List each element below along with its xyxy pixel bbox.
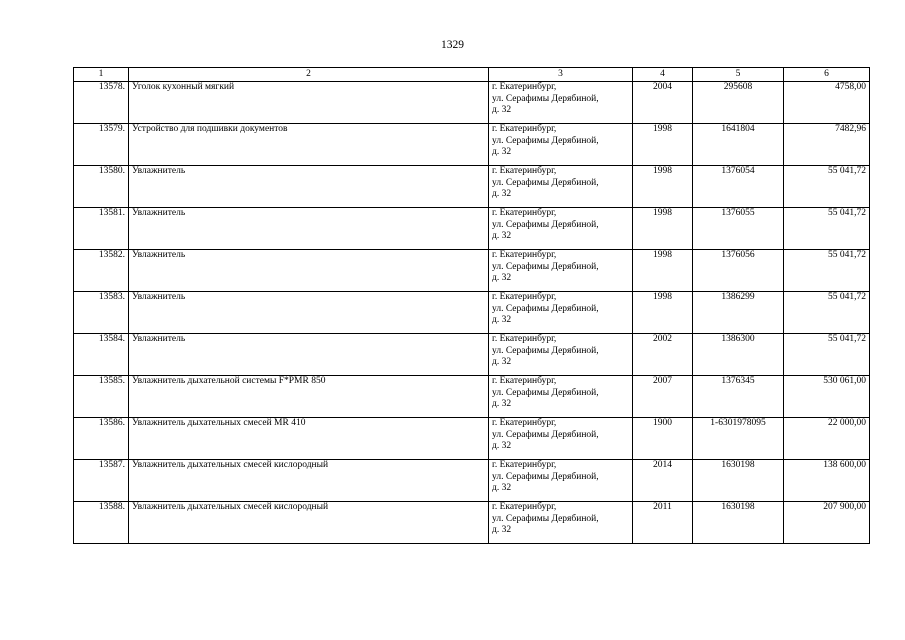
address-cell	[489, 292, 633, 334]
row-number-cell: 13588.	[74, 502, 129, 544]
inventory-number-cell: 1376054	[693, 166, 784, 208]
year-cell: 1998	[633, 292, 693, 334]
table-row	[74, 208, 870, 250]
table-row	[74, 124, 870, 166]
column-header: 3	[489, 68, 633, 82]
item-name-cell: Увлажнитель	[129, 334, 489, 376]
address-line: ул. Серафимы Дерябиной,	[492, 513, 599, 524]
year-cell: 2011	[633, 502, 693, 544]
address-line: ул. Серафимы Дерябиной,	[492, 345, 599, 356]
address-line: ул. Серафимы Дерябиной,	[492, 471, 599, 482]
address-line: ул. Серафимы Дерябиной,	[492, 303, 599, 314]
item-name-cell: Увлажнитель дыхательных смесей кислородный	[129, 502, 489, 544]
cost-cell: 55 041,72	[784, 166, 870, 208]
table-row	[74, 460, 870, 502]
row-number-cell: 13585.	[74, 376, 129, 418]
inventory-number-cell: 1641804	[693, 124, 784, 166]
column-header: 4	[633, 68, 693, 82]
address-cell	[489, 460, 633, 502]
row-number-cell: 13587.	[74, 460, 129, 502]
cost-cell: 55 041,72	[784, 334, 870, 376]
address-line: г. Екатеринбург,	[492, 292, 557, 302]
cost-cell: 55 041,72	[784, 292, 870, 334]
inventory-number-cell: 1376056	[693, 250, 784, 292]
cost-cell: 530 061,00	[784, 376, 870, 418]
address-cell	[489, 124, 633, 166]
row-number-cell: 13580.	[74, 166, 129, 208]
cost-cell: 4758,00	[784, 82, 870, 124]
address-line: ул. Серафимы Дерябиной,	[492, 135, 599, 146]
cost-cell: 55 041,72	[784, 208, 870, 250]
address-line: д. 32	[492, 189, 512, 199]
table-row	[74, 250, 870, 292]
item-name-cell: Увлажнитель	[129, 166, 489, 208]
address-line: г. Екатеринбург,	[492, 502, 557, 512]
address-line: г. Екатеринбург,	[492, 376, 557, 386]
item-name-cell: Увлажнитель	[129, 250, 489, 292]
cost-cell: 207 900,00	[784, 502, 870, 544]
inventory-number-cell: 295608	[693, 82, 784, 124]
year-cell: 1998	[633, 124, 693, 166]
cost-cell: 7482,96	[784, 124, 870, 166]
address-line: д. 32	[492, 105, 512, 115]
address-cell	[489, 376, 633, 418]
year-cell: 2004	[633, 82, 693, 124]
year-cell: 1998	[633, 208, 693, 250]
table-row	[74, 166, 870, 208]
year-cell: 2014	[633, 460, 693, 502]
address-line: ул. Серафимы Дерябиной,	[492, 93, 599, 104]
inventory-number-cell: 1630198	[693, 502, 784, 544]
address-line: д. 32	[492, 441, 512, 451]
table-row	[74, 292, 870, 334]
item-name-cell: Уголок кухонный мягкий	[129, 82, 489, 124]
table-row	[74, 82, 870, 124]
address-line: ул. Серафимы Дерябиной,	[492, 429, 599, 440]
item-name-cell: Устройство для подшивки документов	[129, 124, 489, 166]
cost-cell: 138 600,00	[784, 460, 870, 502]
address-line: д. 32	[492, 399, 512, 409]
address-cell	[489, 166, 633, 208]
table-row	[74, 418, 870, 460]
address-line: д. 32	[492, 357, 512, 367]
inventory-number-cell: 1376345	[693, 376, 784, 418]
address-cell	[489, 250, 633, 292]
address-line: ул. Серафимы Дерябиной,	[492, 261, 599, 272]
inventory-number-cell: 1-6301978095	[693, 418, 784, 460]
column-header: 1	[74, 68, 129, 82]
address-line: г. Екатеринбург,	[492, 124, 557, 134]
cost-cell: 55 041,72	[784, 250, 870, 292]
column-header: 5	[693, 68, 784, 82]
address-line: г. Екатеринбург,	[492, 334, 557, 344]
row-number-cell: 13584.	[74, 334, 129, 376]
year-cell: 1900	[633, 418, 693, 460]
address-line: д. 32	[492, 231, 512, 241]
year-cell: 1998	[633, 166, 693, 208]
address-cell	[489, 418, 633, 460]
address-line: ул. Серафимы Дерябиной,	[492, 219, 599, 230]
row-number-cell: 13582.	[74, 250, 129, 292]
address-line: г. Екатеринбург,	[492, 418, 557, 428]
year-cell: 1998	[633, 250, 693, 292]
year-cell: 2007	[633, 376, 693, 418]
table-header-row	[74, 68, 870, 82]
inventory-number-cell: 1630198	[693, 460, 784, 502]
address-cell	[489, 82, 633, 124]
inventory-number-cell: 1386300	[693, 334, 784, 376]
address-cell	[489, 334, 633, 376]
item-name-cell: Увлажнитель дыхательных смесей кислородный	[129, 460, 489, 502]
inventory-number-cell: 1386299	[693, 292, 784, 334]
row-number-cell: 13581.	[74, 208, 129, 250]
table-row	[74, 334, 870, 376]
item-name-cell: Увлажнитель дыхательной системы F*PMR 850	[129, 376, 489, 418]
address-line: д. 32	[492, 147, 512, 157]
address-cell	[489, 208, 633, 250]
address-line: д. 32	[492, 315, 512, 325]
address-line: д. 32	[492, 525, 512, 535]
address-line: г. Екатеринбург,	[492, 208, 557, 218]
column-header: 2	[129, 68, 489, 82]
address-line: г. Екатеринбург,	[492, 250, 557, 260]
row-number-cell: 13578.	[74, 82, 129, 124]
column-header: 6	[784, 68, 870, 82]
table-body	[74, 82, 870, 544]
address-cell	[489, 502, 633, 544]
address-line: ул. Серафимы Дерябиной,	[492, 387, 599, 398]
address-line: г. Екатеринбург,	[492, 460, 557, 470]
row-number-cell: 13579.	[74, 124, 129, 166]
property-registry-table	[73, 67, 870, 544]
item-name-cell: Увлажнитель	[129, 292, 489, 334]
item-name-cell: Увлажнитель дыхательных смесей MR 410	[129, 418, 489, 460]
row-number-cell: 13586.	[74, 418, 129, 460]
page-number: 1329	[441, 39, 464, 51]
address-line: д. 32	[492, 273, 512, 283]
row-number-cell: 13583.	[74, 292, 129, 334]
address-line: ул. Серафимы Дерябиной,	[492, 177, 599, 188]
year-cell: 2002	[633, 334, 693, 376]
address-line: г. Екатеринбург,	[492, 82, 557, 92]
address-line: д. 32	[492, 483, 512, 493]
inventory-number-cell: 1376055	[693, 208, 784, 250]
table-row	[74, 502, 870, 544]
address-line: г. Екатеринбург,	[492, 166, 557, 176]
table-row	[74, 376, 870, 418]
item-name-cell: Увлажнитель	[129, 208, 489, 250]
cost-cell: 22 000,00	[784, 418, 870, 460]
